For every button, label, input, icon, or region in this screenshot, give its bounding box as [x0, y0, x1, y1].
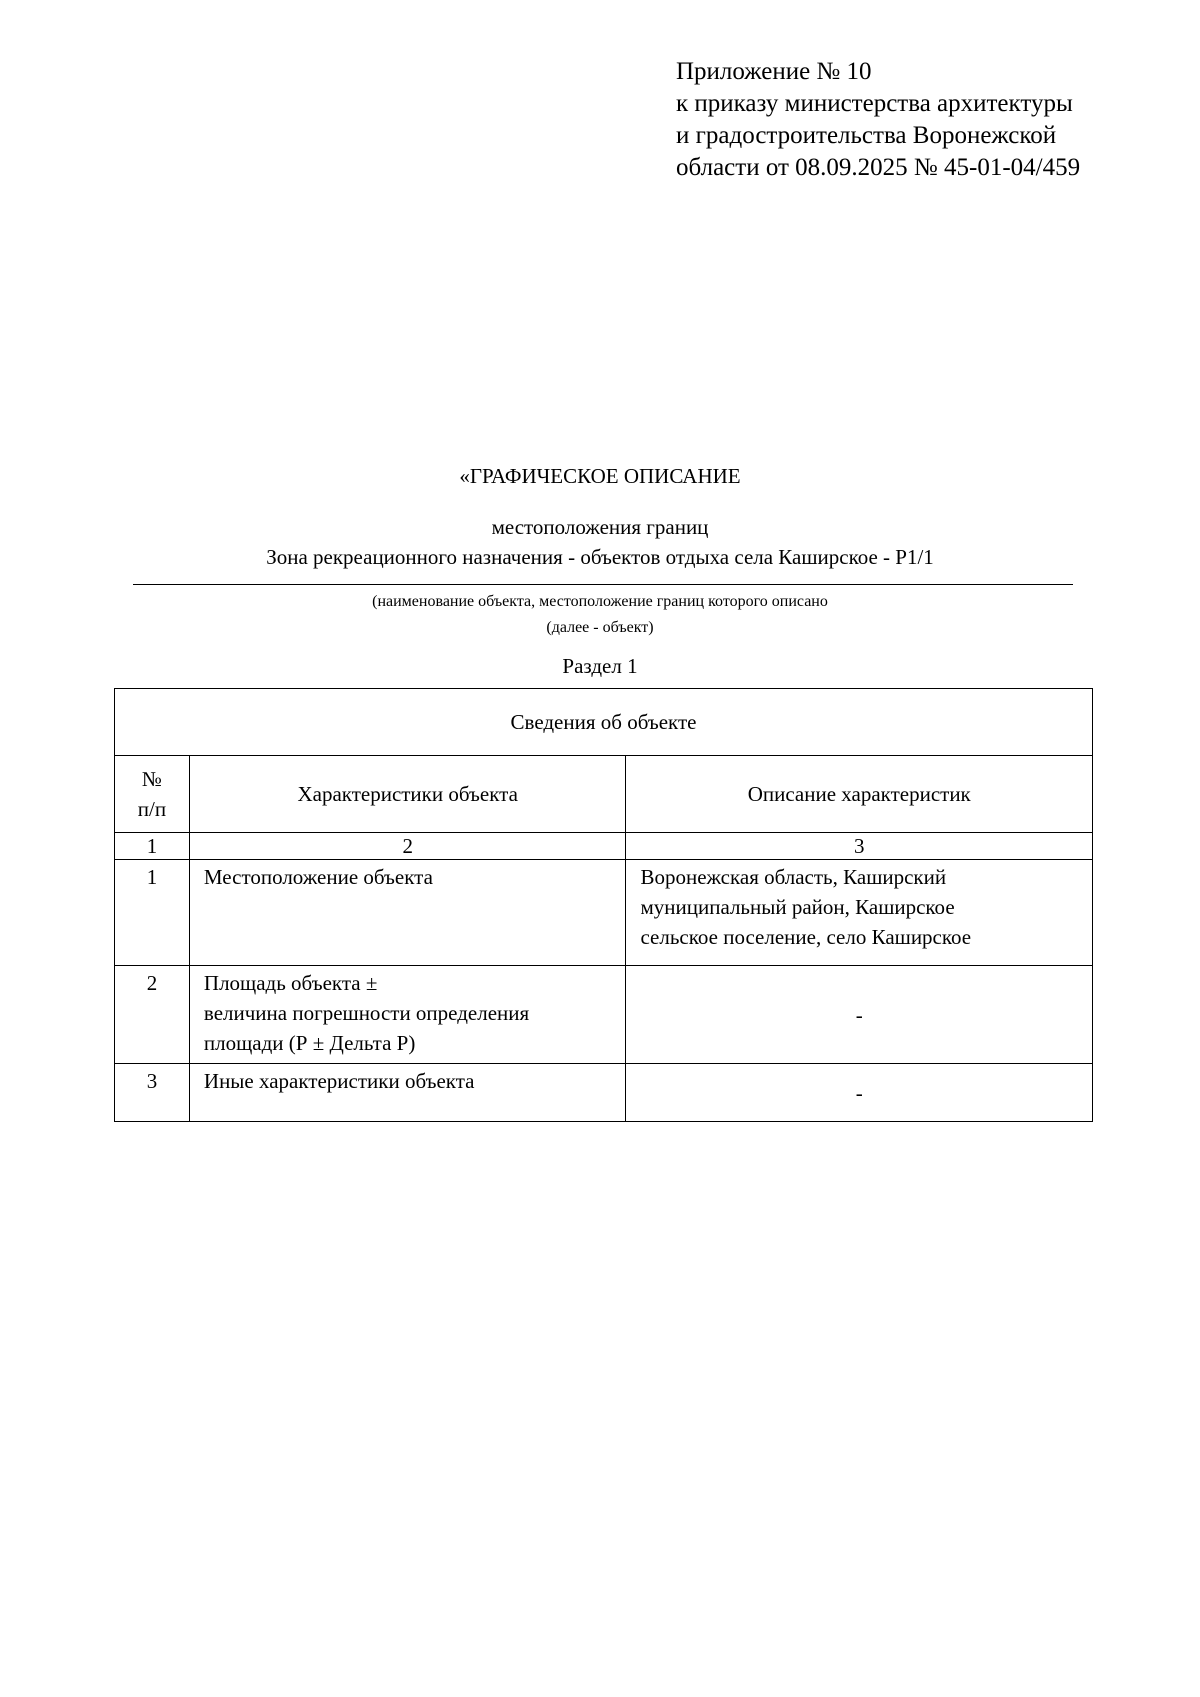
row-characteristic: [189, 1064, 626, 1122]
appendix-block: [676, 56, 1156, 184]
characteristic-line: Площадь объекта ±: [203, 971, 378, 995]
table-row: [115, 1064, 1093, 1122]
column-header-characteristics: Характеристики объекта: [189, 756, 626, 833]
object-name: Зона рекреационного назначения - объектов отдыха села Каширское - Р1/1: [266, 545, 934, 569]
row-number: 1: [115, 860, 190, 966]
section-heading: Раздел 1: [562, 654, 638, 678]
column-number: 1: [115, 833, 190, 860]
underline-rule: [133, 584, 1073, 585]
subtitle-line: местоположения границ: [491, 515, 709, 539]
characteristic-line: величина погрешности определения: [203, 1001, 530, 1025]
appendix-line: к приказу министерства архитектуры: [676, 90, 1073, 117]
column-number: 2: [189, 833, 626, 860]
column-number: 3: [626, 833, 1093, 860]
column-header-description: Описание характеристик: [626, 756, 1093, 833]
appendix-line: области от 08.09.2025 № 45-01-04/459: [676, 154, 1081, 181]
table-row: [115, 966, 1093, 1064]
characteristic-line: площади (Р ± Дельта Р): [203, 1031, 416, 1055]
row-number: 2: [115, 966, 190, 1064]
table-row: [115, 860, 1093, 966]
appendix-line: и градостроительства Воронежской: [676, 122, 1057, 149]
row-number: 3: [115, 1064, 190, 1122]
column-header-num-line2: п/п: [137, 797, 167, 821]
description-line: -: [855, 1080, 863, 1105]
row-description: [626, 1064, 1093, 1122]
document-title: «ГРАФИЧЕСКОЕ ОПИСАНИЕ: [459, 464, 741, 488]
row-description: [626, 966, 1093, 1064]
table-header: Сведения об объекте: [115, 689, 1093, 756]
row-description: [626, 860, 1093, 966]
object-info-table: [114, 688, 1093, 1122]
caption-line: (наименование объекта, местоположение границ которого описано: [372, 593, 828, 610]
row-characteristic: [189, 860, 626, 966]
description-line: муниципальный район, Каширское: [640, 895, 955, 919]
characteristic-line: Местоположение объекта: [203, 865, 433, 889]
description-line: -: [855, 1002, 863, 1027]
description-line: сельское поселение, село Каширское: [640, 925, 972, 949]
column-header-num-line1: №: [141, 767, 162, 791]
column-header-num: [115, 756, 190, 833]
characteristic-line: Иные характеристики объекта: [203, 1069, 475, 1093]
row-characteristic: [189, 966, 626, 1064]
document-subtitle: [0, 512, 1200, 572]
object-caption: [0, 589, 1200, 641]
appendix-line: Приложение № 10: [676, 58, 872, 85]
description-line: Воронежская область, Каширский: [640, 865, 947, 889]
caption-line: (далее - объект): [546, 619, 654, 636]
